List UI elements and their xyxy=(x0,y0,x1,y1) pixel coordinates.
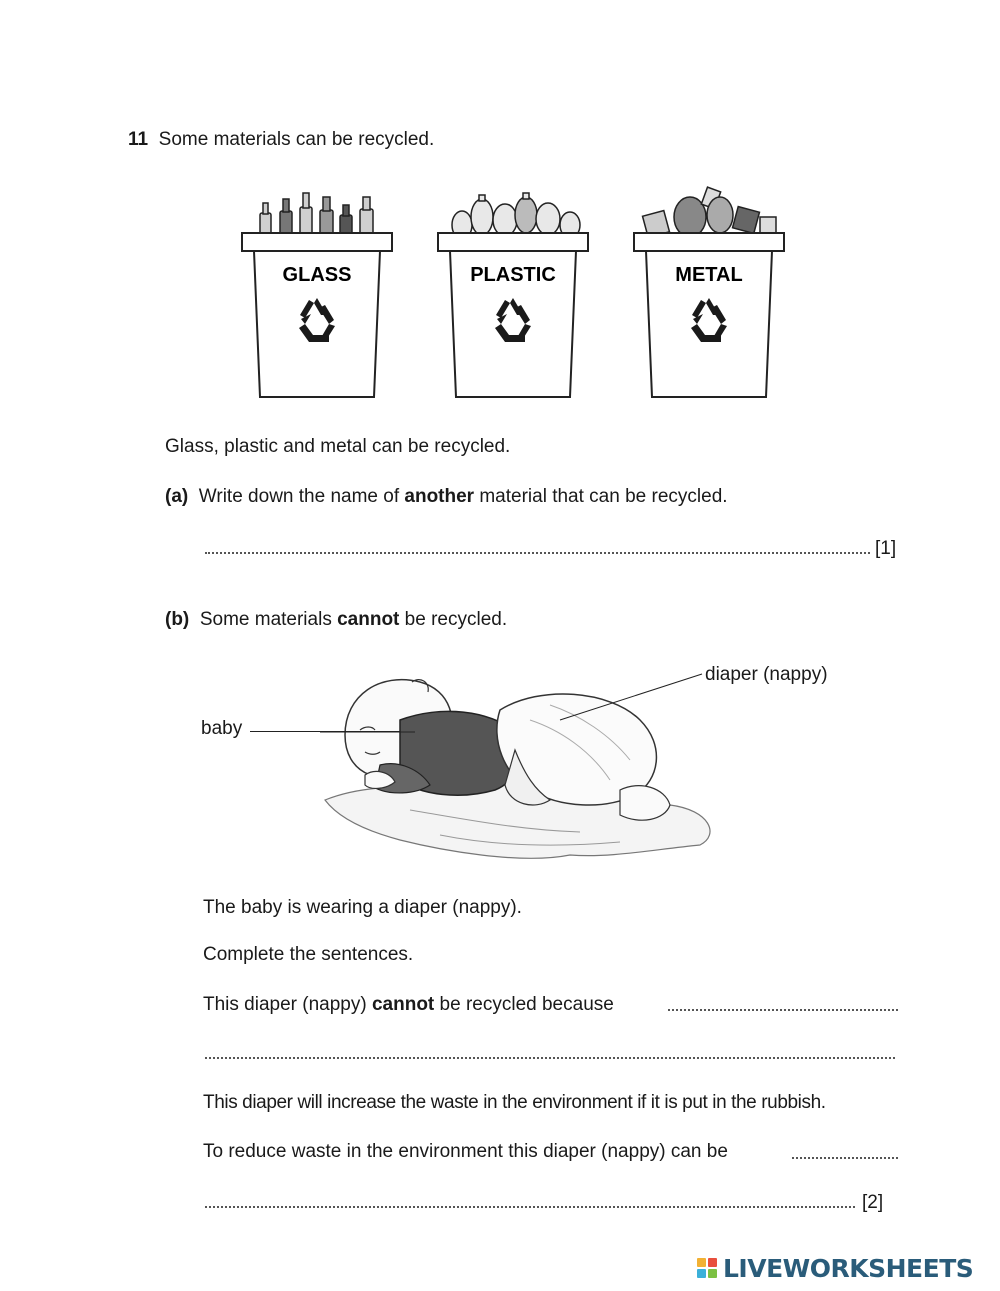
question-intro: Some materials can be recycled. xyxy=(158,129,435,150)
answer-line-b1[interactable] xyxy=(668,1009,898,1011)
baby-pointer-line-extension xyxy=(250,731,400,732)
part-a-text-before: Write down the name of xyxy=(198,486,400,507)
liveworksheets-logo xyxy=(697,1253,973,1283)
part-b-sentence2: To reduce waste in the environment this diaper (nappy) can be xyxy=(203,1141,728,1162)
part-a-text-bold: another xyxy=(404,486,475,507)
part-b-sentence1 xyxy=(203,994,614,1016)
baby-illustration xyxy=(320,660,720,865)
plastic-bin-label: PLASTIC xyxy=(470,264,556,286)
plastic-bin xyxy=(438,193,588,397)
part-b-mark: [2] xyxy=(862,1192,884,1213)
sentence1-bold: cannot xyxy=(371,994,435,1015)
answer-line-b2[interactable] xyxy=(205,1057,895,1059)
part-b-line1: The baby is wearing a diaper (nappy). xyxy=(203,897,522,918)
sentence1-before: This diaper (nappy) xyxy=(203,994,367,1015)
glass-bin xyxy=(242,193,392,397)
part-b-label: (b) xyxy=(165,609,190,630)
logo-squares-icon xyxy=(697,1258,717,1278)
answer-line-a[interactable] xyxy=(205,552,870,554)
part-a-question xyxy=(165,486,728,508)
diaper-label: diaper (nappy) xyxy=(705,664,828,685)
part-b-text-before: Some materials xyxy=(199,609,332,630)
part-a-text-after: material that can be recycled. xyxy=(479,486,728,507)
part-b-text-after: be recycled. xyxy=(404,609,508,630)
part-b-text-bold: cannot xyxy=(337,609,400,630)
baby-label: baby xyxy=(201,718,243,739)
brand-name: LIVEWORKSHEETS xyxy=(723,1253,974,1283)
metal-bin-label: METAL xyxy=(675,264,743,286)
answer-line-b3[interactable] xyxy=(792,1157,898,1159)
recycling-bins-illustration xyxy=(230,175,800,410)
part-b-line3: This diaper will increase the waste in the environment if it is put in the rubbish. xyxy=(203,1092,826,1113)
statement: Glass, plastic and metal can be recycled. xyxy=(165,436,511,457)
answer-line-b4[interactable] xyxy=(205,1206,855,1208)
metal-bin xyxy=(634,187,784,397)
question-heading xyxy=(128,129,434,151)
question-number: 11 xyxy=(128,129,149,150)
part-b-line2: Complete the sentences. xyxy=(203,944,414,965)
part-b-question xyxy=(165,609,507,631)
part-a-mark: [1] xyxy=(875,538,897,559)
sentence1-after: be recycled because xyxy=(439,994,614,1015)
glass-bin-label: GLASS xyxy=(282,264,352,286)
part-a-label: (a) xyxy=(165,486,189,507)
